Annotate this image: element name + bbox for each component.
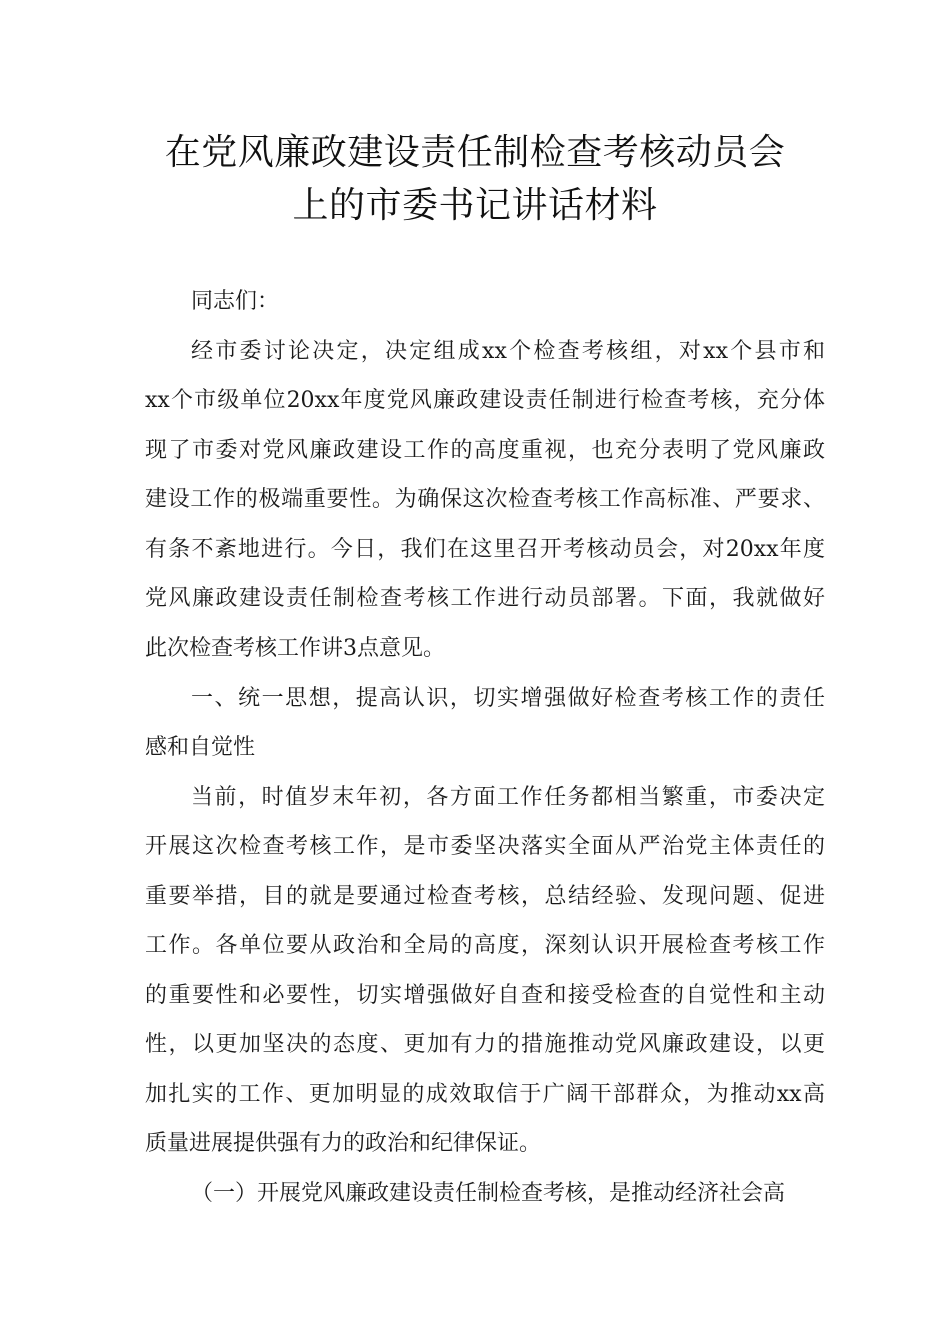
salutation: 同志们： xyxy=(191,289,280,314)
paragraph-line: 的重要性和必要性，切实增强做好自查和接受检查的自觉性和主动 xyxy=(145,983,825,1008)
section-heading-line: 一、统一思想，提高认识，切实增强做好检查考核工作的责任 xyxy=(191,686,825,711)
paragraph-line: 加扎实的工作、更加明显的成效取信于广阔干部群众，为推动xx高 xyxy=(145,1082,825,1107)
paragraph-line: 性，以更加坚决的态度、更加有力的措施推动党风廉政建设，以更 xyxy=(145,1032,825,1057)
paragraph-line: 工作。各单位要从政治和全局的高度，深刻认识开展检查考核工作 xyxy=(145,933,825,958)
subsection-heading-line: （一）开展党风廉政建设责任制检查考核，是推动经济社会高 xyxy=(191,1181,786,1206)
paragraph-line: 开展这次检查考核工作，是市委坚决落实全面从严治党主体责任的 xyxy=(145,834,825,859)
document-title-line-2: 上的市委书记讲话材料 xyxy=(292,185,658,226)
document-title-line-1: 在党风廉政建设责任制检查考核动员会 xyxy=(164,132,786,173)
paragraph-line: 党风廉政建设责任制检查考核工作进行动员部署。下面，我就做好 xyxy=(145,586,825,611)
paragraph-line: 建设工作的极端重要性。为确保这次检查考核工作高标准、严要求、 xyxy=(145,487,825,512)
paragraph-line: 当前，时值岁末年初，各方面工作任务都相当繁重，市委决定 xyxy=(191,785,825,810)
paragraph-line: 质量进展提供强有力的政治和纪律保证。 xyxy=(145,1131,542,1156)
paragraph-line: 现了市委对党风廉政建设工作的高度重视，也充分表明了党风廉政 xyxy=(145,438,825,463)
paragraph-line: 此次检查考核工作讲3点意见。 xyxy=(145,636,445,661)
paragraph-line: 重要举措，目的就是要通过检查考核，总结经验、发现问题、促进 xyxy=(145,884,825,909)
paragraph-line: 有条不紊地进行。今日，我们在这里召开考核动员会，对20xx年度 xyxy=(145,537,825,562)
paragraph-line: xx个市级单位20xx年度党风廉政建设责任制进行检查考核，充分体 xyxy=(145,388,825,413)
section-heading-line: 感和自觉性 xyxy=(145,735,256,760)
paragraph-line: 经市委讨论决定，决定组成xx个检查考核组，对xx个县市和 xyxy=(191,339,825,364)
